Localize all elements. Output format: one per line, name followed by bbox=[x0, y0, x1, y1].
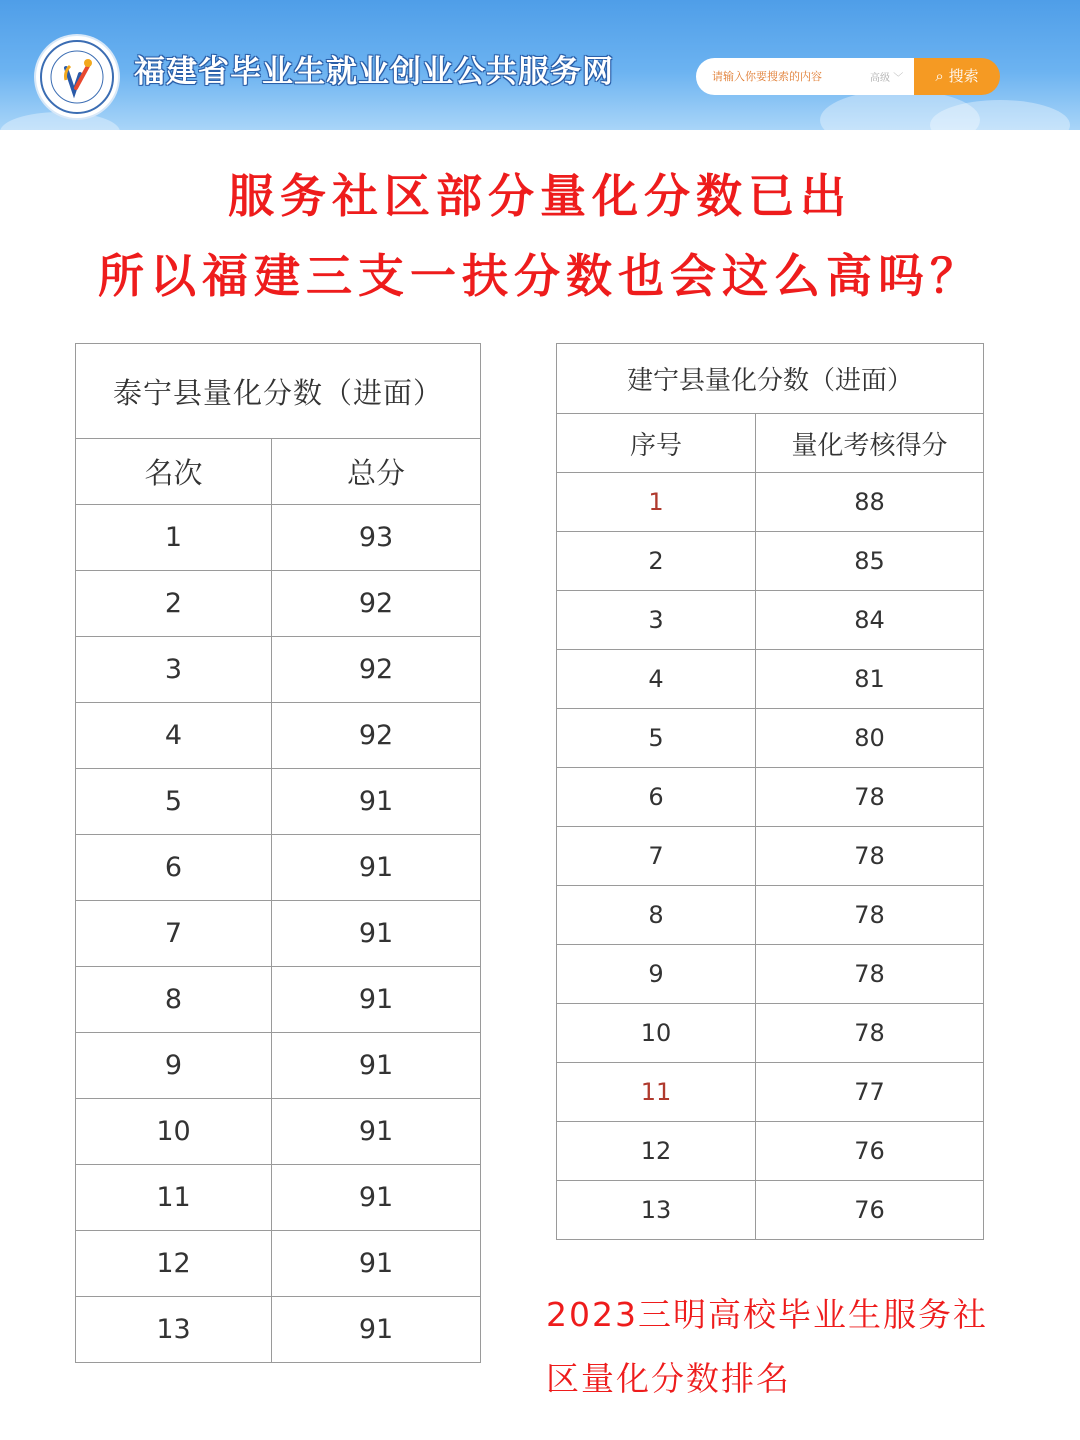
score-cell: 91 bbox=[272, 1297, 481, 1363]
search-button-label: 搜索 bbox=[948, 67, 979, 85]
rank-cell: 11 bbox=[557, 1063, 756, 1122]
rank-cell: 5 bbox=[557, 709, 756, 768]
score-cell: 91 bbox=[272, 1165, 481, 1231]
table-row bbox=[557, 1004, 984, 1063]
table-row bbox=[557, 768, 984, 827]
rank-cell: 4 bbox=[557, 650, 756, 709]
table-row bbox=[76, 769, 481, 835]
table-row bbox=[76, 703, 481, 769]
ranking-note-line-2: 区量化分数排名 bbox=[546, 1359, 791, 1398]
rank-cell: 9 bbox=[76, 1033, 272, 1099]
table-row bbox=[557, 650, 984, 709]
site-logo-icon[interactable] bbox=[36, 36, 118, 118]
rank-cell: 5 bbox=[76, 769, 272, 835]
table-row bbox=[557, 591, 984, 650]
score-cell: 80 bbox=[756, 709, 984, 768]
search-input[interactable] bbox=[712, 67, 862, 85]
rank-cell: 3 bbox=[76, 637, 272, 703]
table-row bbox=[76, 1297, 481, 1363]
rank-cell: 4 bbox=[76, 703, 272, 769]
rank-cell: 8 bbox=[76, 967, 272, 1033]
rank-cell: 12 bbox=[557, 1122, 756, 1181]
score-cell: 88 bbox=[756, 473, 984, 532]
rank-cell: 7 bbox=[557, 827, 756, 886]
column-header-index: 序号 bbox=[557, 414, 756, 473]
rank-cell: 6 bbox=[557, 768, 756, 827]
score-cell: 91 bbox=[272, 1033, 481, 1099]
table-row bbox=[557, 1122, 984, 1181]
column-header-total: 总分 bbox=[272, 439, 481, 505]
score-cell: 92 bbox=[272, 571, 481, 637]
score-cell: 91 bbox=[272, 1099, 481, 1165]
table-row bbox=[76, 571, 481, 637]
chevron-down-icon: ﹀ bbox=[893, 73, 904, 84]
advanced-search-select[interactable] bbox=[870, 69, 903, 84]
rank-cell: 13 bbox=[76, 1297, 272, 1363]
score-cell: 78 bbox=[756, 945, 984, 1004]
column-header-rank: 名次 bbox=[76, 439, 272, 505]
rank-cell: 1 bbox=[76, 505, 272, 571]
search-icon: ⌕ bbox=[935, 67, 944, 85]
score-cell: 85 bbox=[756, 532, 984, 591]
table-row bbox=[76, 1165, 481, 1231]
rank-cell: 8 bbox=[557, 886, 756, 945]
search-box bbox=[696, 58, 916, 95]
table-row bbox=[557, 709, 984, 768]
table-row bbox=[76, 1231, 481, 1297]
table-row bbox=[557, 886, 984, 945]
rank-cell: 9 bbox=[557, 945, 756, 1004]
score-cell: 84 bbox=[756, 591, 984, 650]
score-cell: 91 bbox=[272, 901, 481, 967]
score-cell: 91 bbox=[272, 769, 481, 835]
table-row bbox=[76, 901, 481, 967]
rank-cell: 13 bbox=[557, 1181, 756, 1240]
table-row bbox=[76, 505, 481, 571]
score-cell: 81 bbox=[756, 650, 984, 709]
score-cell: 77 bbox=[756, 1063, 984, 1122]
score-cell: 93 bbox=[272, 505, 481, 571]
rank-cell: 2 bbox=[557, 532, 756, 591]
rank-cell: 2 bbox=[76, 571, 272, 637]
ranking-note bbox=[546, 1283, 1046, 1411]
table-row bbox=[557, 945, 984, 1004]
table-row bbox=[76, 637, 481, 703]
rank-cell: 1 bbox=[557, 473, 756, 532]
search-button[interactable] bbox=[914, 58, 1000, 95]
score-cell: 76 bbox=[756, 1181, 984, 1240]
score-cell: 76 bbox=[756, 1122, 984, 1181]
table-row bbox=[557, 532, 984, 591]
table-caption: 建宁县量化分数（进面） bbox=[557, 344, 984, 414]
advanced-search-label: 高级 bbox=[870, 73, 890, 84]
table-row bbox=[76, 967, 481, 1033]
headline-line-1: 服务社区部分量化分数已出 bbox=[228, 169, 852, 223]
table-caption: 泰宁县量化分数（进面） bbox=[76, 344, 481, 439]
rank-cell: 7 bbox=[76, 901, 272, 967]
score-cell: 78 bbox=[756, 1004, 984, 1063]
headline-line-2: 所以福建三支一扶分数也会这么高吗？ bbox=[98, 249, 982, 303]
table-row bbox=[76, 835, 481, 901]
rank-cell: 10 bbox=[76, 1099, 272, 1165]
rank-cell: 12 bbox=[76, 1231, 272, 1297]
rank-cell: 11 bbox=[76, 1165, 272, 1231]
table-row bbox=[557, 1181, 984, 1240]
score-cell: 92 bbox=[272, 637, 481, 703]
score-cell: 91 bbox=[272, 835, 481, 901]
table-row bbox=[557, 473, 984, 532]
site-title[interactable]: 福建省毕业生就业创业公共服务网 bbox=[134, 54, 614, 90]
table-row bbox=[557, 1063, 984, 1122]
rank-cell: 3 bbox=[557, 591, 756, 650]
column-header-score: 量化考核得分 bbox=[756, 414, 984, 473]
score-cell: 78 bbox=[756, 768, 984, 827]
score-cell: 92 bbox=[272, 703, 481, 769]
score-cell: 78 bbox=[756, 886, 984, 945]
taining-score-table bbox=[75, 343, 481, 1363]
site-header-banner bbox=[0, 0, 1080, 130]
jianning-score-table bbox=[556, 343, 984, 1240]
score-cell: 91 bbox=[272, 1231, 481, 1297]
score-cell: 91 bbox=[272, 967, 481, 1033]
rank-cell: 10 bbox=[557, 1004, 756, 1063]
rank-cell: 6 bbox=[76, 835, 272, 901]
table-row bbox=[76, 1099, 481, 1165]
score-cell: 78 bbox=[756, 827, 984, 886]
table-row bbox=[557, 827, 984, 886]
table-row bbox=[76, 1033, 481, 1099]
ranking-note-line-1: 2023三明高校毕业生服务社 bbox=[546, 1295, 988, 1334]
